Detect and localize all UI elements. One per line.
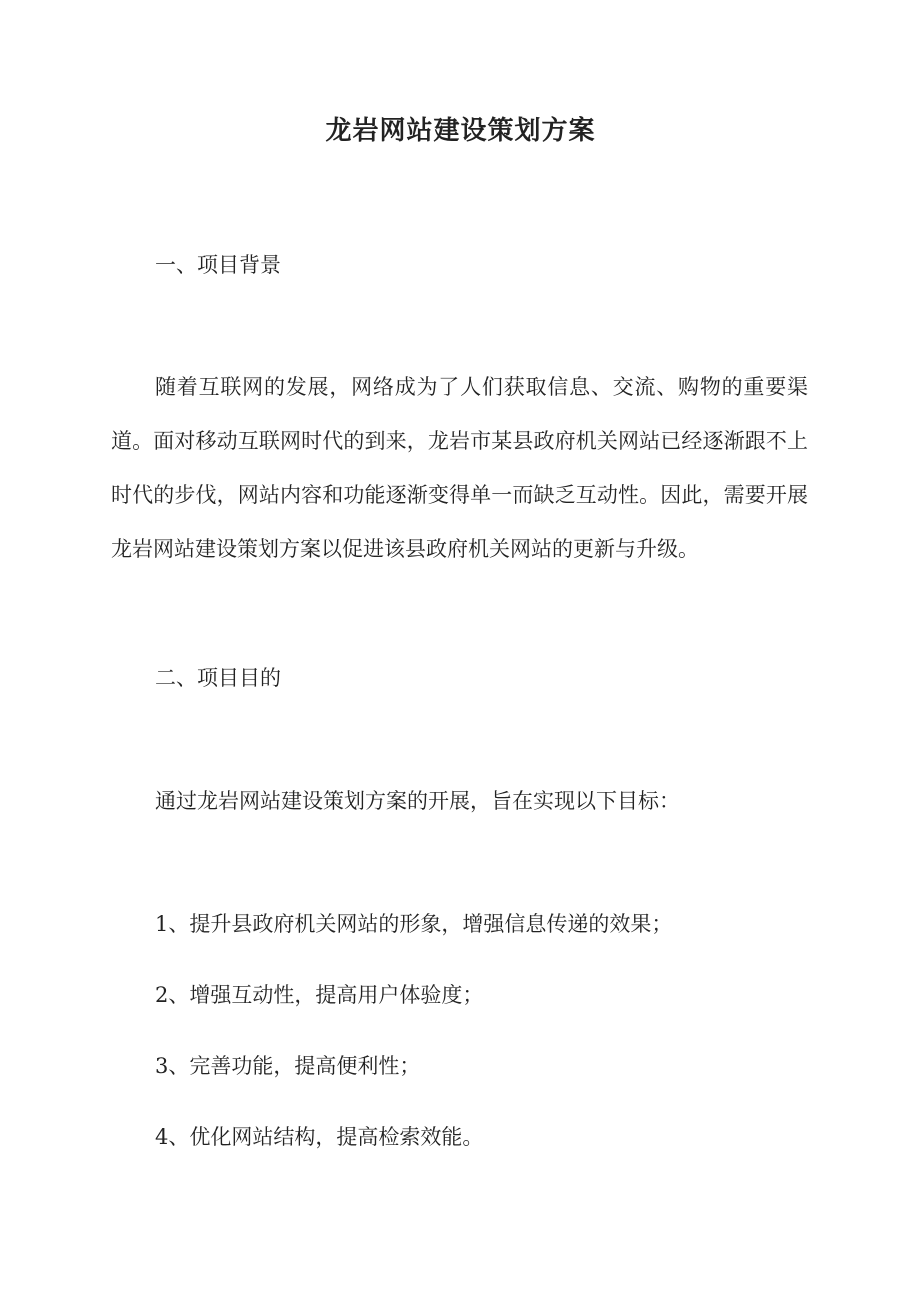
goal-item: 2、增强互动性，提高用户体验度；: [155, 983, 484, 1007]
purpose-intro: 通过龙岩网站建设策划方案的开展，旨在实现以下目标：: [155, 789, 680, 813]
background-paragraph: 随着互联网的发展，网络成为了人们获取信息、交流、购物的重要渠道。面对移动互联网时代的到来，龙岩市某县政府机关网站已经逐渐跟不上时代的步伐，网站内容和功能逐渐变得单一而缺乏互动性。因此，需要开展龙岩网站建设策划方案以促进该县政府机关网站的更新与升级。: [111, 375, 808, 561]
goal-item: 4、优化网站结构，提高检索效能。: [155, 1125, 484, 1149]
section-heading-background: 一、项目背景: [155, 253, 281, 277]
goal-item: 1、提升县政府机关网站的形象，增强信息传递的效果；: [155, 912, 673, 936]
section-heading-purpose: 二、项目目的: [155, 666, 281, 690]
document-title: 龙岩网站建设策划方案: [325, 116, 596, 146]
goal-item: 3、完善功能，提高便利性；: [155, 1054, 421, 1078]
